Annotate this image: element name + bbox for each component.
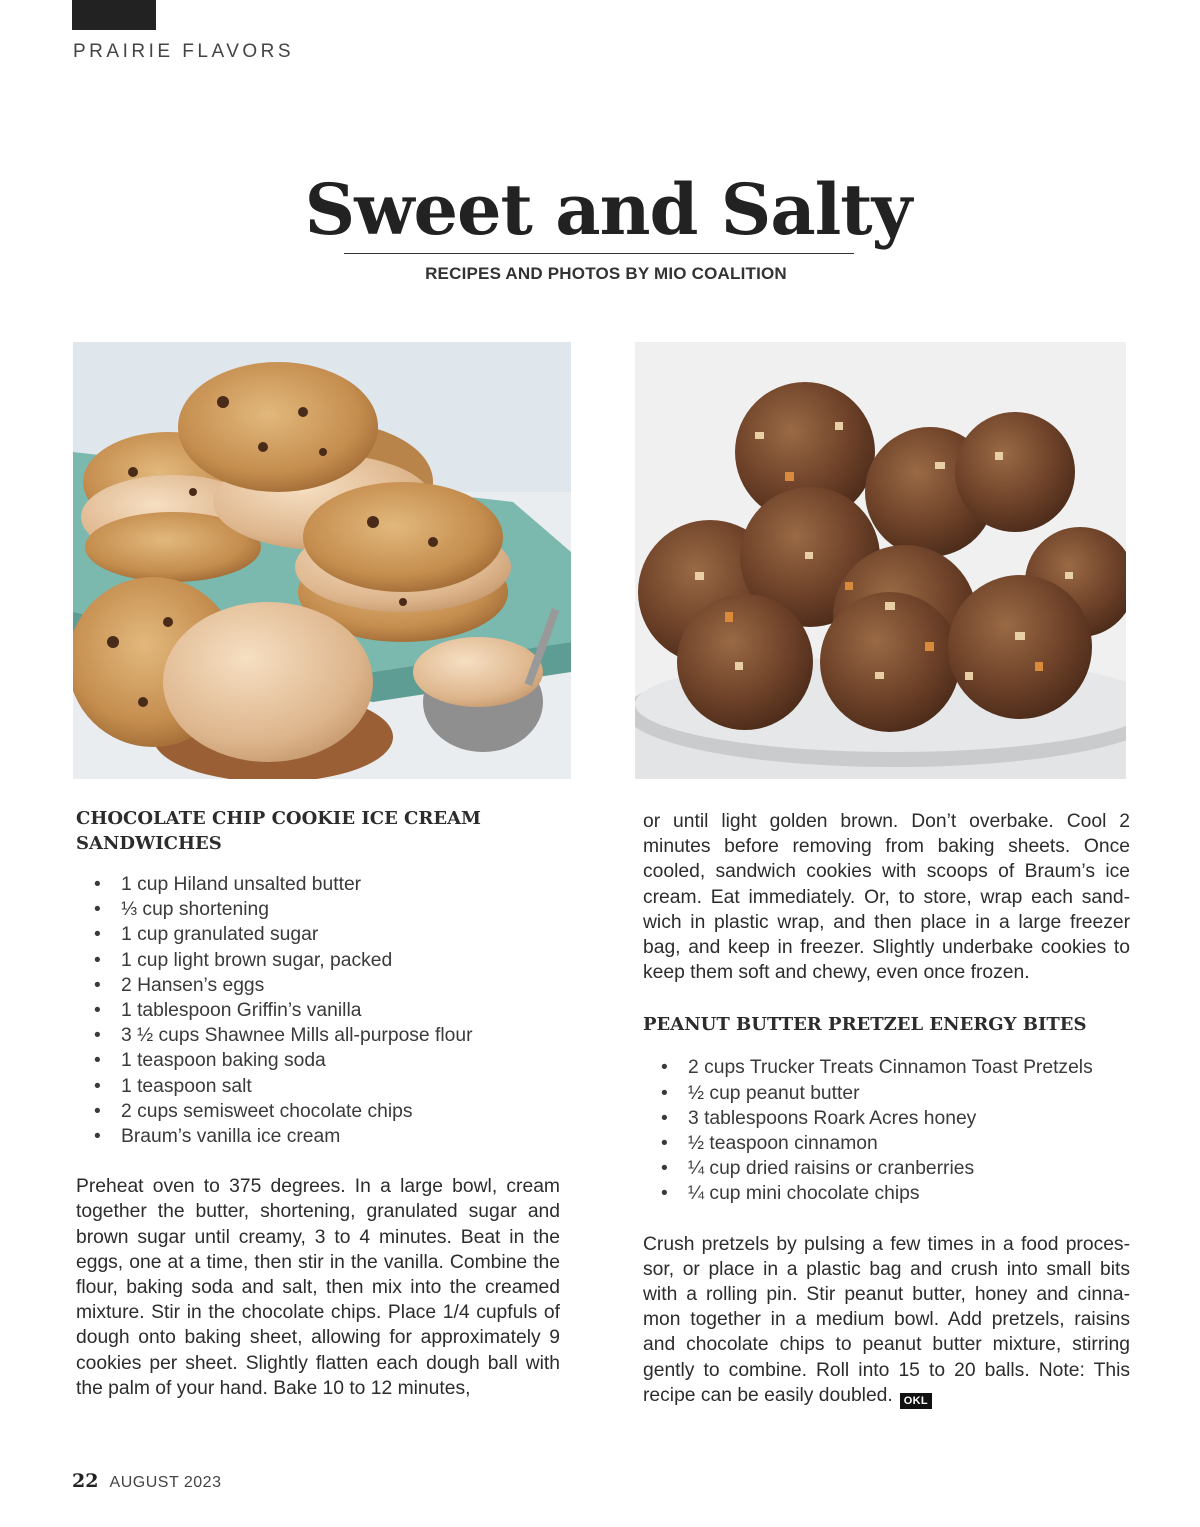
ingredient-item: • 2 Hansen’s eggs [76,973,560,998]
ingredient-item: • 1 tablespoon Griffin’s vanilla [76,998,560,1023]
ingredient-item: • 1 cup light brown sugar, packed [76,948,560,973]
directions-energy-bites-text: Crush pretzels by pulsing a few times in a food proces-sor, or place in a plastic bag and crush into small bits with a rolling pin. Stir peanut butter, honey and cinna-mon together in a medium bowl. Add pretzels, raisins and chocolate chips to peanut butter mixture, stirring gently to combine. Roll into 15 to 20 balls. Note: This recipe can be easily doubled. [643,1233,1130,1406]
energy-bites-illustration [635,342,1126,779]
ingredient-item: • 1 cup granulated sugar [76,922,560,947]
ingredient-list-energy-bites [643,1055,1130,1206]
ingredient-item: • 1 teaspoon salt [76,1074,560,1099]
ingredient-item: • 2 cups semisweet chocolate chips [76,1099,560,1124]
article-title: Sweet and Salty [304,168,912,251]
cookie-sandwiches-illustration [73,342,571,779]
directions-ice-cream-sandwiches: Preheat oven to 375 degrees. In a large bowl, cream together the butter, shortening, granulated sugar and brown sugar until creamy, 3 to 4 minutes. Beat in the eggs, one at a time, then stir in the vanilla. Combine the flour, baking soda and salt, then mix into the creamed mixture. Stir in the chocolate chips. Place 1/4 cupfuls of dough onto baking sheet, allowing for approximately 9 cookies per sheet. Slightly flatten each dough ball with the palm of your hand. Bake 10 to 12 minutes, [76,1176,560,1399]
article-byline: RECIPES AND PHOTOS BY MIO COALITION [425,264,787,283]
right-column [643,809,1130,1408]
ingredient-list-ice-cream-sandwiches [76,872,560,1149]
ingredient-item: • ¼ cup dried raisins or cranberries [643,1156,1130,1181]
photo-energy-bites [635,342,1126,779]
ingredient-item: • 1 cup Hiland unsalted butter [76,872,560,897]
recipe-title-ice-cream-sandwiches: CHOCOLATE CHIP COOKIE ICE CREAM SANDWICHES [76,808,481,854]
photo-cookie-ice-cream-sandwiches [73,342,571,779]
directions-ice-cream-sandwiches-continued: or until light golden brown. Don’t overbake. Cool 2 minutes before removing from baking sheets. Once cooled, sandwich cookies with scoops of Braum’s ice cream. Eat immediately. Or, to store, wrap each sand-wich in plastic wrap, and then place in a large freezer bag, and keep in freezer. Slightly underbake cookies to keep them soft and chewy, even once frozen. [643,811,1130,984]
ingredient-item: • 1 teaspoon baking soda [76,1048,560,1073]
ingredient-item: • 2 cups Trucker Treats Cinnamon Toast Pretzels [643,1055,1130,1080]
ingredient-item: • ½ teaspoon cinnamon [643,1131,1130,1156]
ingredient-item: • 3 tablespoons Roark Acres honey [643,1106,1130,1131]
issue-date: AUGUST 2023 [109,1474,222,1491]
ingredient-item: • ½ cup peanut butter [643,1081,1130,1106]
section-name: PRAIRIE FLAVORS [73,41,295,62]
page-number: 22 [72,1470,99,1492]
end-mark-badge: OKL [900,1393,932,1409]
ingredient-item: • 3 ½ cups Shawnee Mills all-purpose flour [76,1023,560,1048]
ingredient-item: • Braum’s vanilla ice cream [76,1124,560,1149]
page-footer [72,1470,221,1492]
left-column [76,806,560,1401]
header-tab-bar [72,0,156,30]
ingredient-item: • ⅓ cup shortening [76,897,560,922]
directions-energy-bites [643,1232,1130,1408]
recipe-title-energy-bites: PEANUT BUTTER PRETZEL ENERGY BITES [643,1014,1087,1036]
title-underline [344,253,854,254]
ingredient-item: • ¼ cup mini chocolate chips [643,1181,1130,1206]
